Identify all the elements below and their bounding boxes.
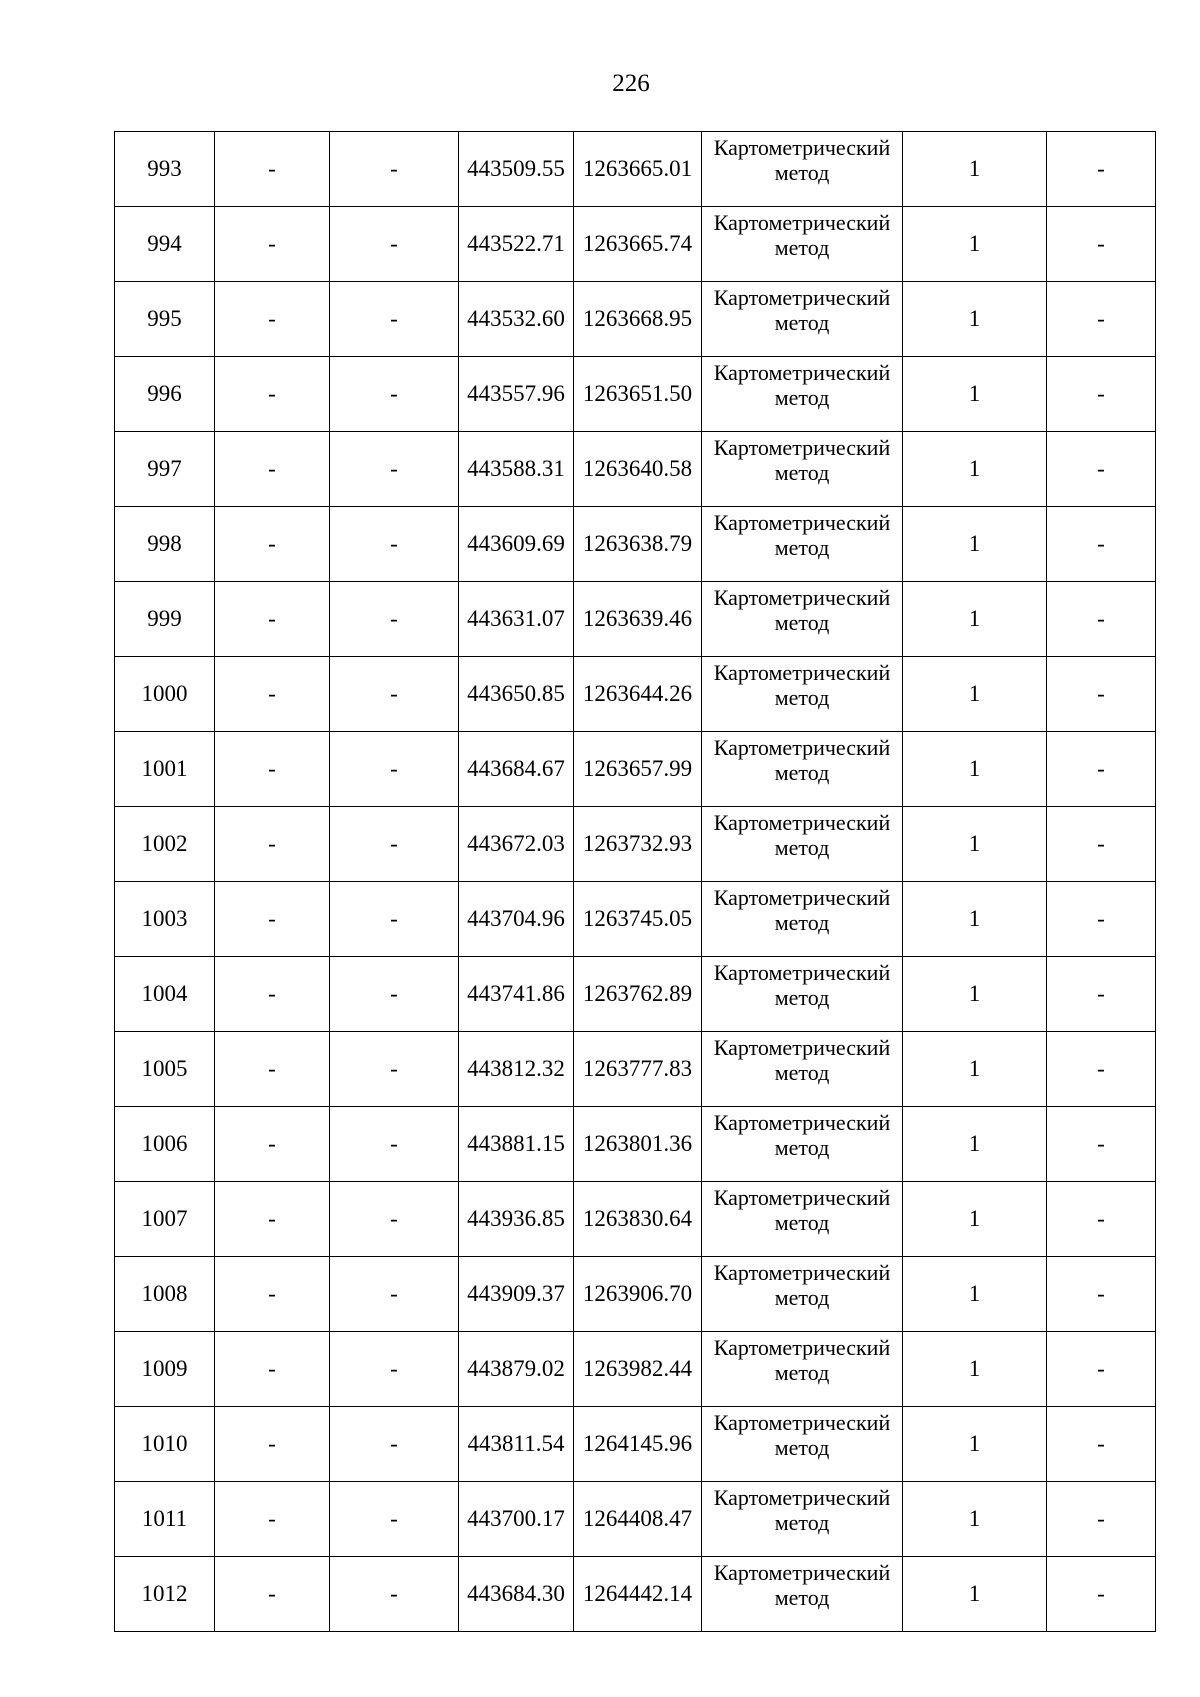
method-cell: Картометрический метод: [702, 432, 903, 507]
dash-cell-2: -: [330, 732, 459, 807]
y-coordinate-cell: 1263651.50: [574, 357, 702, 432]
accuracy-cell: 1: [903, 732, 1047, 807]
dash-cell-2: -: [330, 582, 459, 657]
x-coordinate-cell: 443631.07: [459, 582, 574, 657]
method-cell: Картометрический метод: [702, 357, 903, 432]
dash-cell-3: -: [1047, 432, 1156, 507]
y-coordinate-cell: 1263644.26: [574, 657, 702, 732]
y-coordinate-cell: 1263638.79: [574, 507, 702, 582]
dash-cell-2: -: [330, 807, 459, 882]
dash-cell-2: -: [330, 507, 459, 582]
dash-cell-2: -: [330, 432, 459, 507]
dash-cell-1: -: [215, 1407, 330, 1482]
dash-cell-3: -: [1047, 1032, 1156, 1107]
accuracy-cell: 1: [903, 1557, 1047, 1632]
dash-cell-2: -: [330, 1332, 459, 1407]
accuracy-cell: 1: [903, 882, 1047, 957]
dash-cell-2: -: [330, 1407, 459, 1482]
accuracy-cell: 1: [903, 1182, 1047, 1257]
table-row: [115, 1182, 1156, 1257]
dash-cell-1: -: [215, 957, 330, 1032]
dash-cell-3: -: [1047, 1182, 1156, 1257]
dash-cell-1: -: [215, 1107, 330, 1182]
dash-cell-3: -: [1047, 1557, 1156, 1632]
dash-cell-1: -: [215, 282, 330, 357]
dash-cell-1: -: [215, 1482, 330, 1557]
dash-cell-3: -: [1047, 132, 1156, 207]
point-number-cell: 1004: [115, 957, 215, 1032]
dash-cell-2: -: [330, 357, 459, 432]
accuracy-cell: 1: [903, 957, 1047, 1032]
table-row: [115, 657, 1156, 732]
point-number-cell: 1011: [115, 1482, 215, 1557]
point-number-cell: 994: [115, 207, 215, 282]
dash-cell-1: -: [215, 132, 330, 207]
point-number-cell: 995: [115, 282, 215, 357]
x-coordinate-cell: 443936.85: [459, 1182, 574, 1257]
y-coordinate-cell: 1263665.74: [574, 207, 702, 282]
dash-cell-3: -: [1047, 1407, 1156, 1482]
method-cell: Картометрический метод: [702, 507, 903, 582]
x-coordinate-cell: 443881.15: [459, 1107, 574, 1182]
method-cell: Картометрический метод: [702, 132, 903, 207]
method-cell: Картометрический метод: [702, 807, 903, 882]
accuracy-cell: 1: [903, 507, 1047, 582]
method-cell: Картометрический метод: [702, 207, 903, 282]
table-row: [115, 1032, 1156, 1107]
dash-cell-3: -: [1047, 957, 1156, 1032]
accuracy-cell: 1: [903, 282, 1047, 357]
dash-cell-2: -: [330, 657, 459, 732]
method-cell: Картометрический метод: [702, 657, 903, 732]
x-coordinate-cell: 443812.32: [459, 1032, 574, 1107]
x-coordinate-cell: 443509.55: [459, 132, 574, 207]
point-number-cell: 993: [115, 132, 215, 207]
dash-cell-2: -: [330, 1107, 459, 1182]
table-row: [115, 1107, 1156, 1182]
table-row: [115, 957, 1156, 1032]
dash-cell-3: -: [1047, 882, 1156, 957]
accuracy-cell: 1: [903, 1482, 1047, 1557]
dash-cell-3: -: [1047, 282, 1156, 357]
y-coordinate-cell: 1263665.01: [574, 132, 702, 207]
dash-cell-3: -: [1047, 807, 1156, 882]
dash-cell-1: -: [215, 357, 330, 432]
method-cell: Картометрический метод: [702, 732, 903, 807]
x-coordinate-cell: 443609.69: [459, 507, 574, 582]
dash-cell-3: -: [1047, 507, 1156, 582]
dash-cell-3: -: [1047, 1332, 1156, 1407]
dash-cell-1: -: [215, 732, 330, 807]
point-number-cell: 1006: [115, 1107, 215, 1182]
point-number-cell: 1005: [115, 1032, 215, 1107]
x-coordinate-cell: 443704.96: [459, 882, 574, 957]
x-coordinate-cell: 443700.17: [459, 1482, 574, 1557]
y-coordinate-cell: 1263830.64: [574, 1182, 702, 1257]
table-row: [115, 1332, 1156, 1407]
table-row: [115, 282, 1156, 357]
x-coordinate-cell: 443684.30: [459, 1557, 574, 1632]
accuracy-cell: 1: [903, 582, 1047, 657]
x-coordinate-cell: 443741.86: [459, 957, 574, 1032]
method-cell: Картометрический метод: [702, 1257, 903, 1332]
dash-cell-1: -: [215, 1182, 330, 1257]
method-cell: Картометрический метод: [702, 582, 903, 657]
table-row: [115, 1557, 1156, 1632]
y-coordinate-cell: 1263745.05: [574, 882, 702, 957]
dash-cell-1: -: [215, 882, 330, 957]
method-cell: Картометрический метод: [702, 1182, 903, 1257]
dash-cell-2: -: [330, 1032, 459, 1107]
y-coordinate-cell: 1264408.47: [574, 1482, 702, 1557]
point-number-cell: 1010: [115, 1407, 215, 1482]
table-row: [115, 507, 1156, 582]
x-coordinate-cell: 443811.54: [459, 1407, 574, 1482]
table-body: [115, 132, 1156, 1632]
point-number-cell: 1008: [115, 1257, 215, 1332]
table-row: [115, 582, 1156, 657]
dash-cell-3: -: [1047, 357, 1156, 432]
accuracy-cell: 1: [903, 1107, 1047, 1182]
method-cell: Картометрический метод: [702, 1482, 903, 1557]
method-cell: Картометрический метод: [702, 1407, 903, 1482]
dash-cell-1: -: [215, 582, 330, 657]
y-coordinate-cell: 1263777.83: [574, 1032, 702, 1107]
method-cell: Картометрический метод: [702, 882, 903, 957]
dash-cell-2: -: [330, 132, 459, 207]
page-number: 226: [612, 70, 650, 97]
dash-cell-1: -: [215, 1032, 330, 1107]
point-number-cell: 997: [115, 432, 215, 507]
method-cell: Картометрический метод: [702, 957, 903, 1032]
point-number-cell: 999: [115, 582, 215, 657]
accuracy-cell: 1: [903, 357, 1047, 432]
accuracy-cell: 1: [903, 432, 1047, 507]
y-coordinate-cell: 1263762.89: [574, 957, 702, 1032]
dash-cell-3: -: [1047, 1257, 1156, 1332]
dash-cell-3: -: [1047, 657, 1156, 732]
table-row: [115, 807, 1156, 882]
x-coordinate-cell: 443909.37: [459, 1257, 574, 1332]
table-row: [115, 882, 1156, 957]
y-coordinate-cell: 1263639.46: [574, 582, 702, 657]
dash-cell-2: -: [330, 1257, 459, 1332]
dash-cell-1: -: [215, 1557, 330, 1632]
dash-cell-2: -: [330, 1557, 459, 1632]
y-coordinate-cell: 1264145.96: [574, 1407, 702, 1482]
dash-cell-3: -: [1047, 1482, 1156, 1557]
method-cell: Картометрический метод: [702, 1332, 903, 1407]
dash-cell-3: -: [1047, 732, 1156, 807]
table-row: [115, 1257, 1156, 1332]
accuracy-cell: 1: [903, 1407, 1047, 1482]
method-cell: Картометрический метод: [702, 282, 903, 357]
dash-cell-3: -: [1047, 582, 1156, 657]
x-coordinate-cell: 443672.03: [459, 807, 574, 882]
accuracy-cell: 1: [903, 1332, 1047, 1407]
point-number-cell: 1007: [115, 1182, 215, 1257]
dash-cell-1: -: [215, 657, 330, 732]
y-coordinate-cell: 1263906.70: [574, 1257, 702, 1332]
table-row: [115, 132, 1156, 207]
coordinates-table: [114, 131, 1156, 1632]
dash-cell-2: -: [330, 1482, 459, 1557]
point-number-cell: 1001: [115, 732, 215, 807]
point-number-cell: 1003: [115, 882, 215, 957]
dash-cell-1: -: [215, 507, 330, 582]
table-row: [115, 1482, 1156, 1557]
point-number-cell: 998: [115, 507, 215, 582]
y-coordinate-cell: 1263657.99: [574, 732, 702, 807]
y-coordinate-cell: 1263668.95: [574, 282, 702, 357]
dash-cell-2: -: [330, 1182, 459, 1257]
method-cell: Картометрический метод: [702, 1032, 903, 1107]
x-coordinate-cell: 443879.02: [459, 1332, 574, 1407]
dash-cell-3: -: [1047, 207, 1156, 282]
dash-cell-2: -: [330, 207, 459, 282]
dash-cell-2: -: [330, 882, 459, 957]
table-row: [115, 432, 1156, 507]
table-row: [115, 732, 1156, 807]
dash-cell-1: -: [215, 807, 330, 882]
method-cell: Картометрический метод: [702, 1557, 903, 1632]
table-row: [115, 207, 1156, 282]
point-number-cell: 1009: [115, 1332, 215, 1407]
x-coordinate-cell: 443650.85: [459, 657, 574, 732]
x-coordinate-cell: 443684.67: [459, 732, 574, 807]
accuracy-cell: 1: [903, 132, 1047, 207]
x-coordinate-cell: 443588.31: [459, 432, 574, 507]
table-row: [115, 357, 1156, 432]
y-coordinate-cell: 1264442.14: [574, 1557, 702, 1632]
point-number-cell: 1000: [115, 657, 215, 732]
point-number-cell: 1012: [115, 1557, 215, 1632]
dash-cell-1: -: [215, 1257, 330, 1332]
point-number-cell: 1002: [115, 807, 215, 882]
method-cell: Картометрический метод: [702, 1107, 903, 1182]
x-coordinate-cell: 443532.60: [459, 282, 574, 357]
y-coordinate-cell: 1263982.44: [574, 1332, 702, 1407]
dash-cell-1: -: [215, 432, 330, 507]
dash-cell-1: -: [215, 1332, 330, 1407]
accuracy-cell: 1: [903, 1257, 1047, 1332]
y-coordinate-cell: 1263640.58: [574, 432, 702, 507]
dash-cell-2: -: [330, 957, 459, 1032]
dash-cell-2: -: [330, 282, 459, 357]
accuracy-cell: 1: [903, 807, 1047, 882]
y-coordinate-cell: 1263732.93: [574, 807, 702, 882]
x-coordinate-cell: 443557.96: [459, 357, 574, 432]
dash-cell-3: -: [1047, 1107, 1156, 1182]
accuracy-cell: 1: [903, 1032, 1047, 1107]
point-number-cell: 996: [115, 357, 215, 432]
y-coordinate-cell: 1263801.36: [574, 1107, 702, 1182]
accuracy-cell: 1: [903, 207, 1047, 282]
dash-cell-1: -: [215, 207, 330, 282]
accuracy-cell: 1: [903, 657, 1047, 732]
table-row: [115, 1407, 1156, 1482]
x-coordinate-cell: 443522.71: [459, 207, 574, 282]
